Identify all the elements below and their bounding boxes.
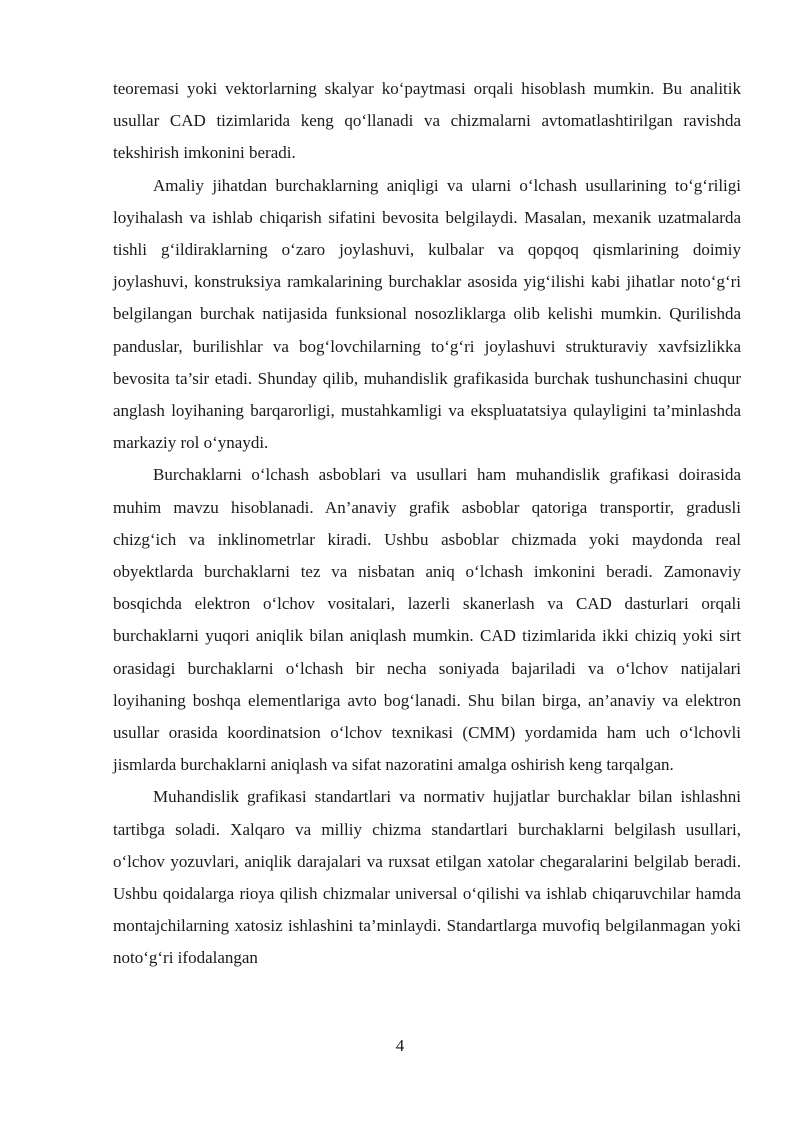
page-number: 4 — [395, 1036, 405, 1055]
paragraph-3: Burchaklarni o‘lchash asboblari va usullari ham muhandislik grafikasi doirasida muhim mavzu hisoblanadi. An’anaviy grafik asboblar qatoriga transportir, gradusli chizg‘ich va inklinometrlar kiradi. Ushbu asboblar chizmada yoki maydonda real obyektlarda burchaklarni tez va nisbatan aniq o‘lchash imkonini beradi. Zamonaviy bosqichda elektron o‘lchov vositalari, lazerli skanerlash va CAD dasturlari orqali burchaklarni yuqori aniqlik bilan aniqlash mumkin. CAD tizimlarida ikki chiziq yoki sirt orasidagi burchaklarni o‘lchash bir necha soniyada bajariladi va o‘lchov natijalari loyihaning boshqa elementlariga avto bog‘lanadi. Shu bilan birga, an’anaviy va elektron usullar orasida koordinatsion o‘lchov texnikasi (CMM) yordamida ham uch o‘lchovli jismlarda burchaklarni aniqlash va sifat nazoratini amalga oshirish keng tarqalgan. — [113, 465, 741, 775]
paragraph-4: Muhandislik grafikasi standartlari va normativ hujjatlar burchaklar bilan ishlashni tartibga soladi. Xalqaro va milliy chizma standartlari burchaklarni belgilash usullari, o‘lchov yozuvlari, aniqlik darajalari va ruxsat etilgan xatolar chegaralarini belgilab beradi. Ushbu qoidalarga rioya qilish chizmalar universal o‘qilishi va ishlab chiqaruvchilar hamda montajchilarning xatosiz ishlashini ta’minlaydi. Standartlarga muvofiq belgilanmagan yoki noto‘g‘ri ifodalangan — [113, 787, 741, 968]
paragraph-1: teoremasi yoki vektorlarning skalyar ko‘paytmasi orqali hisoblash mumkin. Bu analitik usullar CAD tizimlarida keng qo‘llanadi va chizmalarni avtomatlashtirilgan ravishda tekshirish imkonini beradi. — [113, 79, 741, 163]
document-page — [113, 73, 741, 975]
paragraph-2: Amaliy jihatdan burchaklarning aniqligi va ularni o‘lchash usullarining to‘g‘riligi loyihalash va ishlab chiqarish sifatini bevosita belgilaydi. Masalan, mexanik uzatmalarda tishli g‘ildiraklarning o‘zaro joylashuvi, kulbalar va qopqoq qismlarining doimiy joylashuvi, konstruksiya ramkalarining burchaklar asosida yig‘ilishi kabi jihatlar noto‘g‘ri belgilangan burchak natijasida funksional nosozliklarga olib kelishi mumkin. Qurilishda panduslar, burilishlar va bog‘lovchilarning to‘g‘ri joylashuvi strukturaviy xavfsizlikka bevosita ta’sir etadi. Shunday qilib, muhandislik grafikasida burchak tushunchasini chuqur anglash loyihaning barqarorligi, mustahkamligi va ekspluatatsiya qulayligini ta’minlashda markaziy rol o‘ynaydi. — [113, 175, 741, 453]
